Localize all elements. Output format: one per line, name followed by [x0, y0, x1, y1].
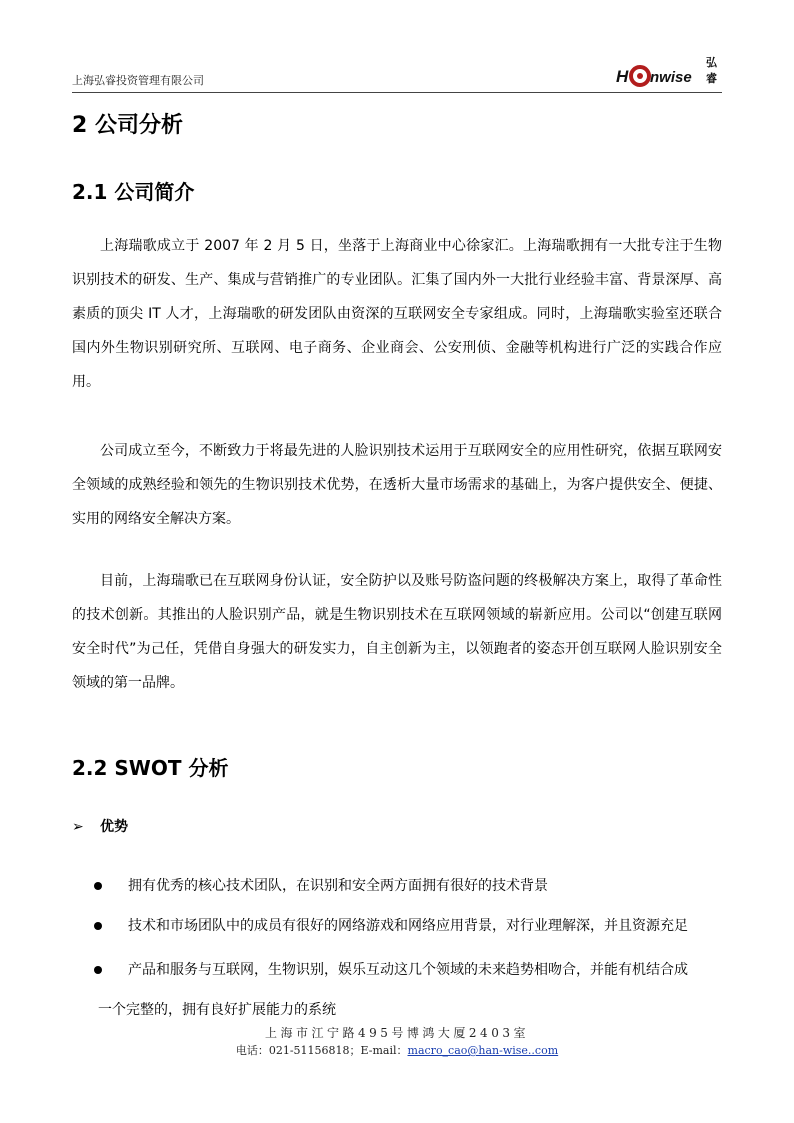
strengths-heading — [72, 816, 128, 836]
header-company-name: 上海弘睿投资管理有限公司 — [72, 74, 204, 87]
bullet-dot-icon — [94, 922, 102, 930]
list-item-text: 拥有优秀的核心技术团队，在识别和安全两方面拥有很好的技术背景 — [128, 878, 548, 894]
strengths-label: 优势 — [100, 819, 128, 835]
svg-text:弘: 弘 — [706, 56, 717, 69]
list-item — [98, 916, 722, 936]
svg-text:H: H — [616, 67, 629, 86]
section-title-swot: 2.2 SWOT 分析 — [72, 756, 229, 780]
list-item — [98, 960, 722, 980]
section-title-company-intro: 2.1 公司简介 — [72, 180, 195, 204]
list-item-text: 产品和服务与互联网，生物识别，娱乐互动这几个领域的未来趋势相吻合，并能有机结合成 — [128, 962, 688, 978]
arrow-bullet-icon: ➢ — [72, 819, 84, 835]
bullet-dot-icon — [94, 966, 102, 974]
intro-paragraph-1: 上海瑞歌成立于 2007 年 2 月 5 日，坐落于上海商业中心徐家汇。上海瑞歌拥有一大批专注于生物识别技术的研发、生产、集成与营销推广的专业团队。汇集了国内外一大批行业经验丰富、背景深厚、高素质的顶尖 IT 人才，上海瑞歌的研发团队由资深的互联网安全专家组成。同时，上海瑞歌实验室还联合国内外生物识别研究所、互联网、电子商务、企业商会、公安刑侦、金融等机构进行广泛的实践合作应用。 — [72, 238, 722, 390]
header-divider — [72, 92, 722, 93]
footer-phone: 电话：021-51156818；E-mail： — [235, 1044, 408, 1057]
svg-text:睿: 睿 — [706, 72, 717, 85]
list-item — [98, 876, 722, 896]
footer-address: 上海市江宁路495号博鸿大厦2403室 — [265, 1026, 529, 1040]
footer-contact — [0, 1042, 794, 1058]
svg-text:nwise: nwise — [650, 69, 692, 86]
footer-email-link[interactable]: macro_cao@han-wise..com — [407, 1044, 559, 1057]
bullet-dot-icon — [94, 882, 102, 890]
list-item-continuation: 一个完整的，拥有良好扩展能力的系统 — [98, 1002, 336, 1018]
list-item-text: 技术和市场团队中的成员有很好的网络游戏和网络应用背景，对行业理解深，并且资源充足 — [128, 918, 688, 934]
intro-paragraph-3: 目前，上海瑞歌已在互联网身份认证，安全防护以及账号防盗问题的终极解决方案上，取得了革命性的技术创新。其推出的人脸识别产品，就是生物识别技术在互联网领域的崭新应用。公司以“创建互联网安全时代”为己任，凭借自身强大的研发实力，自主创新为主，以领跑者的姿态开创互联网人脸识别安全领域的第一品牌。 — [72, 573, 722, 691]
intro-paragraph-2: 公司成立至今，不断致力于将最先进的人脸识别技术运用于互联网安全的应用性研究，依据互联网安全领域的成熟经验和领先的生物识别技术优势，在透析大量市场需求的基础上，为客户提供安全、便捷、实用的网络安全解决方案。 — [72, 443, 722, 527]
section-title-company-analysis: 2 公司分析 — [72, 113, 183, 138]
